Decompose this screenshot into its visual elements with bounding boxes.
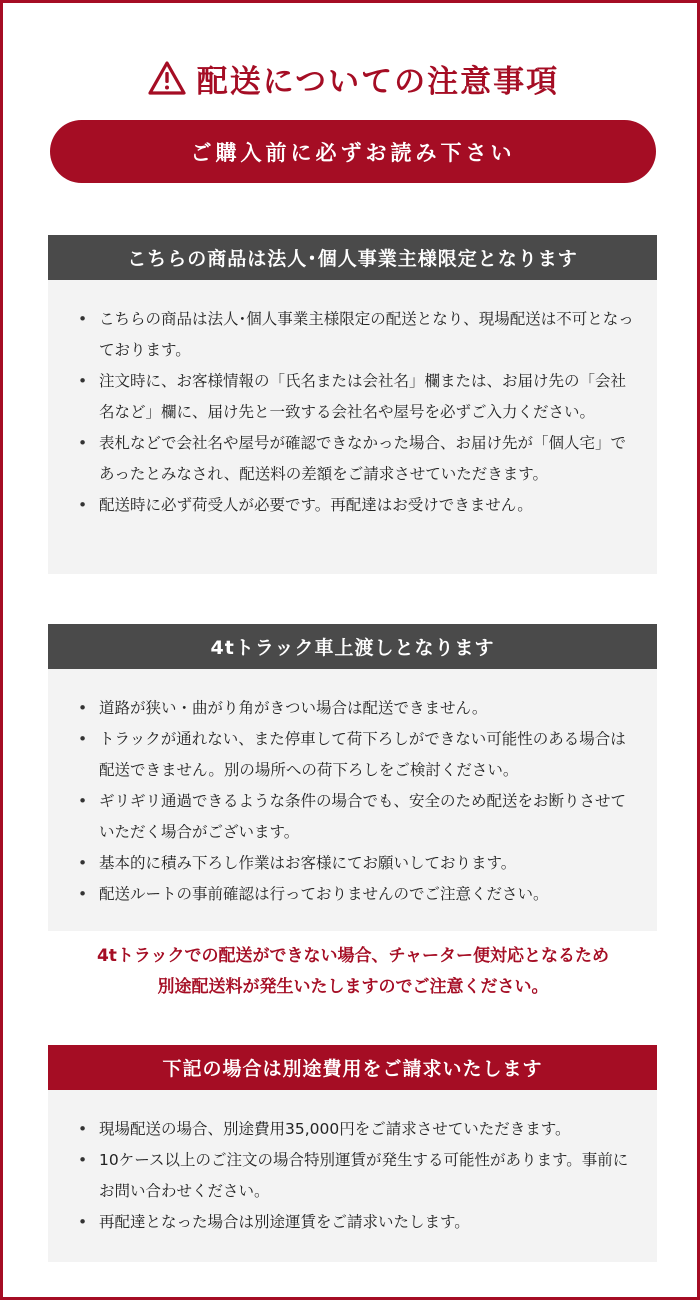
list-item: • 現場配送の場合、別途費用35,000円をご請求させていただきます。 — [78, 1114, 635, 1145]
warning-icon — [147, 60, 187, 96]
section-heading-text: こちらの商品は法人･個人事業主様限定となります — [127, 248, 578, 270]
section-heading — [48, 1045, 657, 1090]
banner-text: ご購入前に必ずお読み下さい — [190, 140, 516, 165]
section-body — [48, 669, 657, 931]
section-business-only — [48, 235, 657, 574]
section-body — [48, 1090, 657, 1262]
charter-notice — [3, 941, 700, 1003]
section-heading-text: 4tトラック車上渡しとなります — [210, 637, 495, 659]
page-title-text: 配送についての注意事項 — [196, 63, 560, 100]
section-truck-delivery — [48, 624, 657, 931]
list-item: • 再配達となった場合は別途運賃をご請求いたします。 — [78, 1207, 635, 1238]
list-item: • 注文時に、お客様情報の「氏名または会社名」欄または、お届け先の「会社名など」欄に、届け先と一致する会社名や屋号を必ずご入力ください。 — [78, 366, 635, 428]
list-item: • 配送時に必ず荷受人が必要です。再配達はお受けできません。 — [78, 490, 635, 521]
section-extra-fees — [48, 1045, 657, 1262]
list-item: • 10ケース以上のご注文の場合特別運賃が発生する可能性があります。事前にお問い合わせください。 — [78, 1145, 635, 1207]
list-item: • 配送ルートの事前確認は行っておりませんのでご注意ください。 — [78, 879, 635, 910]
list-item: • 表札などで会社名や屋号が確認できなかった場合、お届け先が「個人宅」であったとみなされ、配送料の差額をご請求させていただきます。 — [78, 428, 635, 490]
notice-line: 4tトラックでの配送ができない場合、チャーター便対応となるため — [96, 946, 610, 966]
list-item: • こちらの商品は法人･個人事業主様限定の配送となり、現場配送は不可となっております。 — [78, 304, 635, 366]
list-item: • ギリギリ通過できるような条件の場合でも、安全のため配送をお断りさせていただく場合がございます。 — [78, 786, 635, 848]
list-item: • 基本的に積み下ろし作業はお客様にてお願いしております。 — [78, 848, 635, 879]
section-heading-text: 下記の場合は別途費用をご請求いたします — [162, 1058, 543, 1080]
section-heading — [48, 235, 657, 280]
read-before-purchase-banner — [50, 120, 656, 183]
section-body — [48, 280, 657, 574]
bullet-list — [78, 304, 635, 521]
bullet-list — [78, 693, 635, 910]
list-item: • トラックが通れない、また停車して荷下ろしができない可能性のある場合は配送できません。別の場所への荷下ろしをご検討ください。 — [78, 724, 635, 786]
list-item: • 道路が狭い・曲がり角がきつい場合は配送できません。 — [78, 693, 635, 724]
bullet-list — [78, 1114, 635, 1238]
section-heading — [48, 624, 657, 669]
page-title — [3, 55, 700, 101]
notice-line: 別途配送料が発生いたしますのでご注意ください。 — [157, 977, 549, 997]
